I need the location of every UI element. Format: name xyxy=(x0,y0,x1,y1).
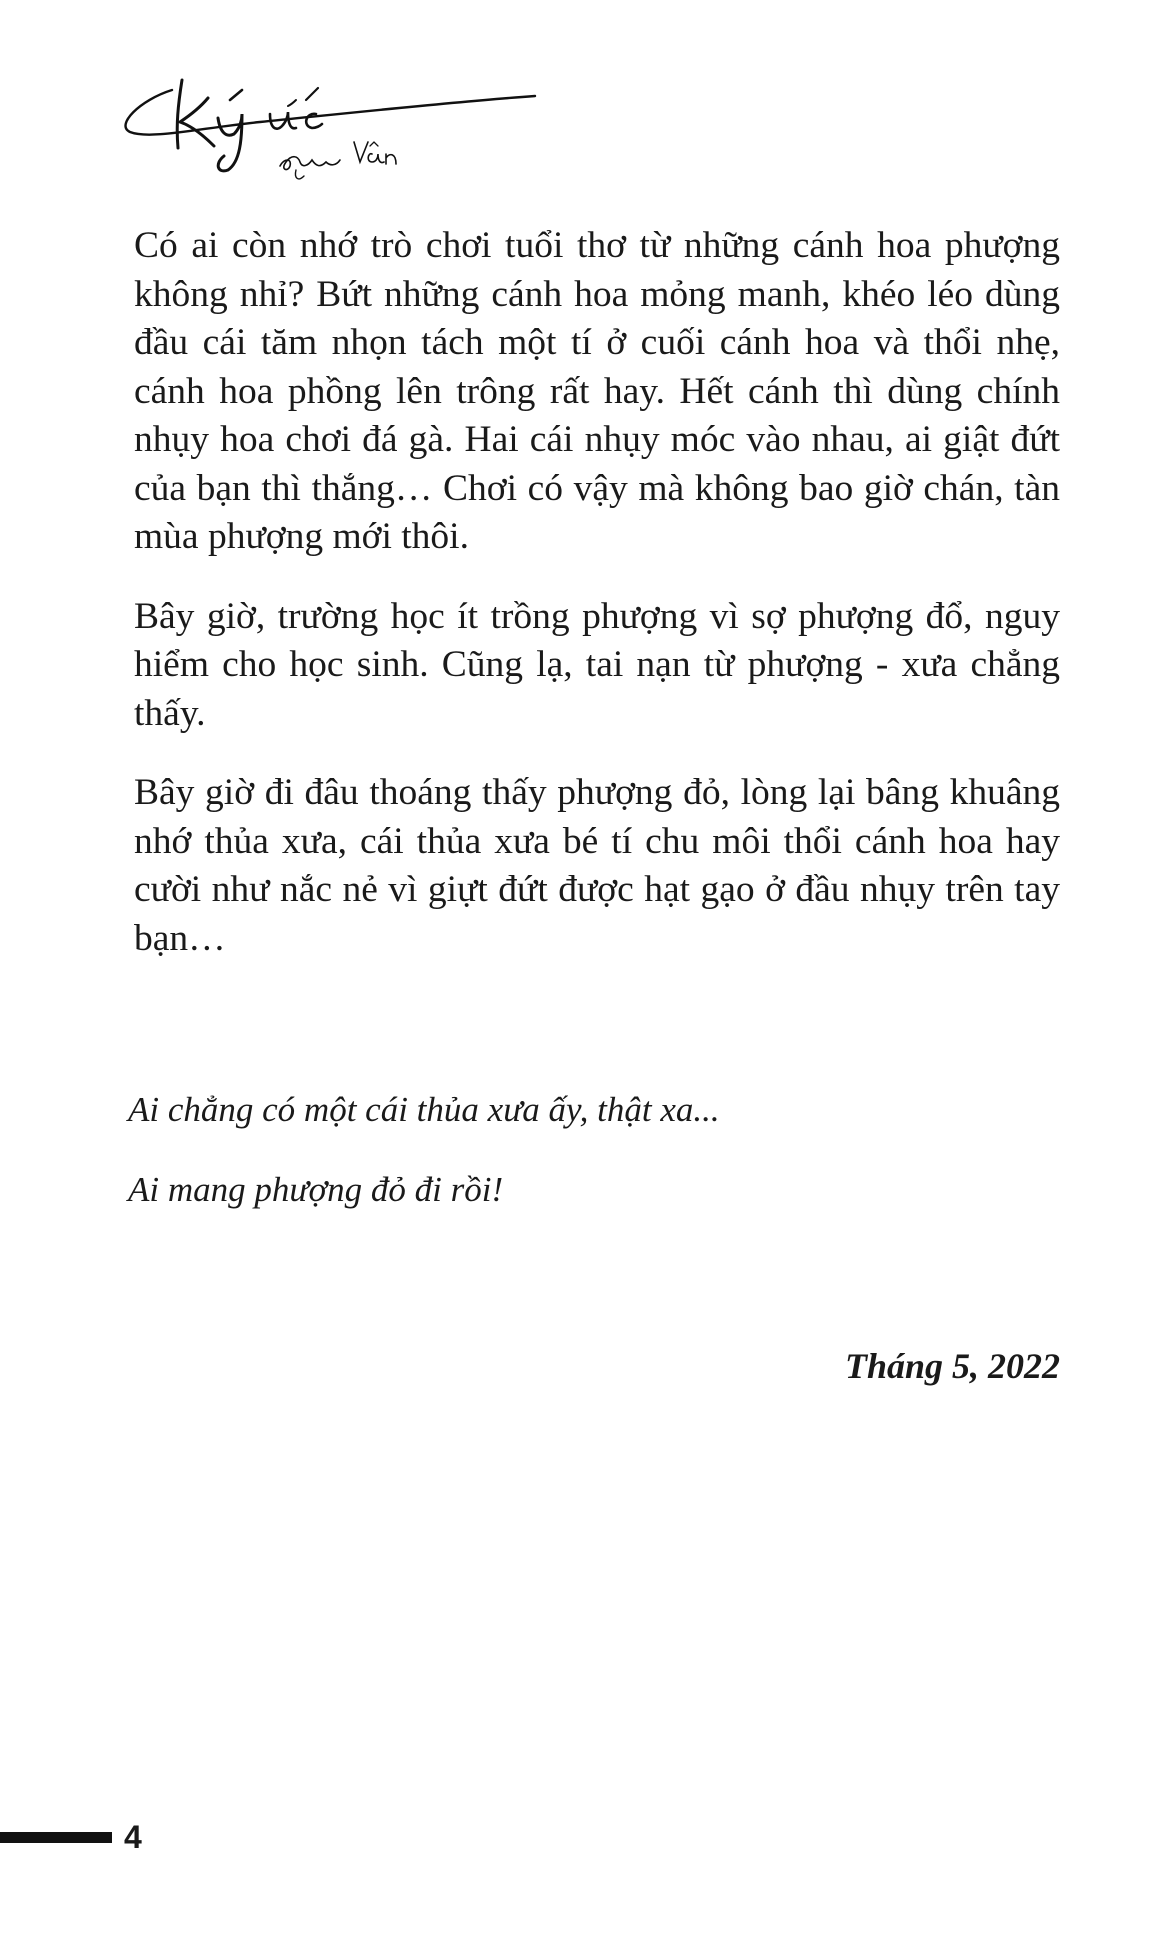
footer-bar xyxy=(0,1832,112,1843)
paragraph-2: Bây giờ, trường học ít trồng phượng vì sợ phượng đổ, nguy hiểm cho học sinh. Cũng lạ, tai nạn từ phượng - xưa chẳng thấy. xyxy=(134,595,1060,734)
paragraph-1: Có ai còn nhớ trò chơi tuổi thơ từ những cánh hoa phượng không nhỉ? Bứt những cánh hoa mỏng manh, khéo léo dùng đầu cái tăm nhọn tách một tí ở cuối cánh hoa và thổi nhẹ, cánh hoa phồng lên trông rất hay. Hết cánh thì dùng chính nhụy hoa chơi đá gà. Hai cái nhụy móc vào nhau, ai giật đứt của bạn thì thắng… Chơi có vậy mà không bao giờ chán, tàn mùa phượng mới thôi. xyxy=(134,225,1060,557)
page-number: 4 xyxy=(124,1819,142,1855)
italic-line-2: Ai mang phượng đỏ đi rồi! xyxy=(128,1170,504,1209)
body-text xyxy=(134,222,1060,994)
paragraph-3: Bây giờ đi đâu thoáng thấy phượng đỏ, lòng lại bâng khuâng nhớ thủa xưa, cái thủa xưa bé tí chu môi thổi cánh hoa hay cười như nắc nẻ vì giựt đứt được hạt gạo ở đầu nhụy trên tay bạn… xyxy=(134,772,1060,959)
handwritten-title-signature xyxy=(120,70,540,200)
date-line: Tháng 5, 2022 xyxy=(844,1346,1060,1386)
italic-line-1: Ai chẳng có một cái thủa xưa ấy, thật xa... xyxy=(128,1090,720,1129)
